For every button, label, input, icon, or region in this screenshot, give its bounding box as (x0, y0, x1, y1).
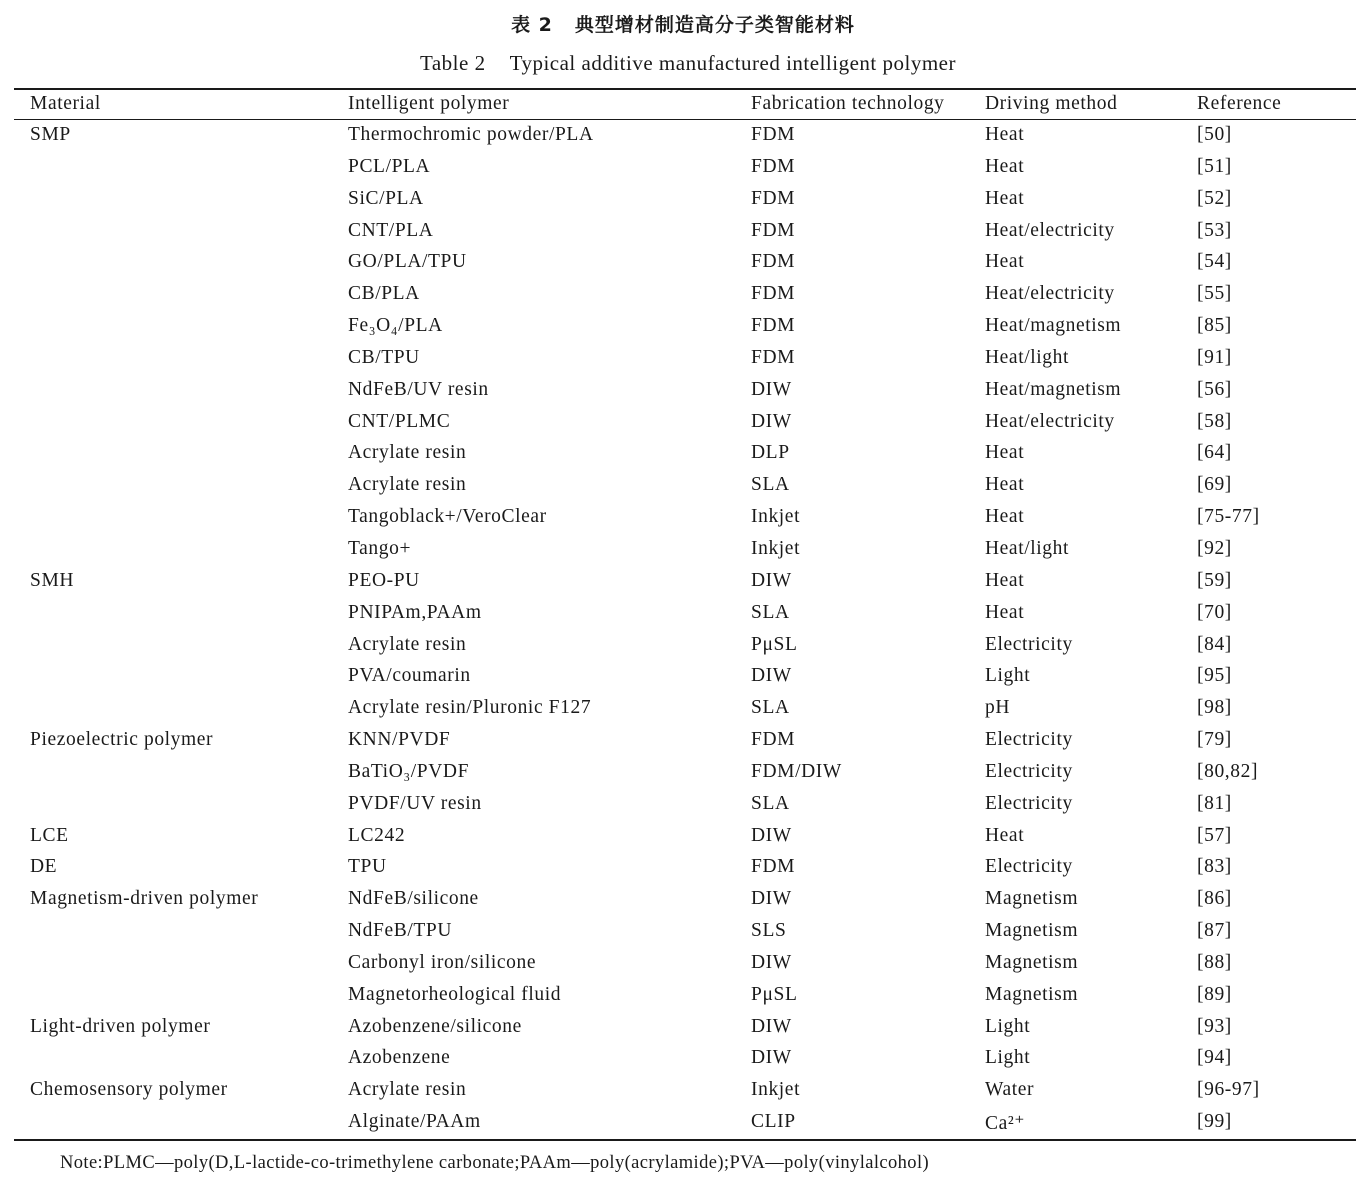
cell-driving-method: Magnetism (985, 983, 1079, 1005)
cell-fabrication-technology: DIW (751, 824, 792, 846)
cell-fabrication-technology: Inkjet (751, 1079, 801, 1101)
cell-material: Chemosensory polymer (30, 1079, 228, 1101)
cell-driving-method: Heat/magnetism (985, 315, 1122, 337)
cell-reference: [50] (1197, 124, 1232, 145)
cell-intelligent-polymer: Azobenzene (348, 1047, 451, 1069)
cell-driving-method: Heat (985, 474, 1025, 496)
caption-en-label: Table 2 (420, 51, 486, 75)
table-row (0, 884, 1366, 916)
cell-driving-method: Heat (985, 124, 1025, 145)
table-row (0, 184, 1366, 216)
cell-driving-method: Electricity (985, 729, 1073, 751)
table-row (0, 470, 1366, 502)
cell-reference: [51] (1197, 155, 1232, 177)
table-row (0, 630, 1366, 662)
table-row (0, 1075, 1366, 1107)
cell-reference: [96-97] (1197, 1079, 1260, 1101)
cell-fabrication-technology: DIW (751, 888, 792, 910)
cell-reference: [91] (1197, 346, 1232, 368)
cell-intelligent-polymer: Magnetorheological fluid (348, 983, 562, 1005)
table-caption-english (0, 51, 1366, 76)
cell-intelligent-polymer: CNT/PLMC (348, 410, 451, 432)
cell-driving-method: Heat/electricity (985, 219, 1115, 241)
cell-driving-method: Magnetism (985, 951, 1079, 973)
cell-intelligent-polymer: CB/PLA (348, 283, 420, 305)
cell-intelligent-polymer: Acrylate resin/Pluronic F127 (348, 697, 592, 719)
cell-fabrication-technology: DLP (751, 442, 790, 464)
cell-intelligent-polymer: KNN/PVDF (348, 729, 451, 751)
cell-material: LCE (30, 824, 69, 846)
table-row (0, 247, 1366, 279)
cell-intelligent-polymer: NdFeB/TPU (348, 920, 452, 942)
cell-fabrication-technology: DIW (751, 951, 792, 973)
table-row (0, 343, 1366, 375)
cell-reference: [59] (1197, 569, 1232, 591)
cell-intelligent-polymer: PVA/coumarin (348, 665, 471, 687)
cell-driving-method: Heat (985, 569, 1025, 591)
cell-intelligent-polymer: SiC/PLA (348, 187, 424, 209)
cell-fabrication-technology: DIW (751, 1015, 792, 1037)
cell-material: Magnetism-driven polymer (30, 888, 259, 910)
cell-fabrication-technology: FDM (751, 155, 796, 177)
cell-driving-method: Electricity (985, 792, 1073, 814)
cell-reference: [79] (1197, 729, 1232, 751)
table-row (0, 120, 1366, 152)
cell-intelligent-polymer: Thermochromic powder/PLA (348, 124, 594, 145)
cell-fabrication-technology: DIW (751, 569, 792, 591)
table-row (0, 566, 1366, 598)
table-row (0, 1043, 1366, 1075)
cell-fabrication-technology: FDM (751, 346, 796, 368)
cell-intelligent-polymer: Acrylate resin (348, 442, 467, 464)
caption-cn-label: 表 2 (511, 14, 553, 36)
header-driving-method: Driving method (985, 93, 1118, 114)
cell-intelligent-polymer: BaTiO₃/PVDF (348, 760, 470, 782)
table-row (0, 152, 1366, 184)
cell-reference: [85] (1197, 315, 1232, 337)
cell-reference: [92] (1197, 537, 1232, 559)
table-row (0, 1107, 1366, 1139)
cell-driving-method: Water (985, 1079, 1035, 1101)
cell-fabrication-technology: FDM (751, 251, 796, 273)
cell-intelligent-polymer: PCL/PLA (348, 155, 431, 177)
cell-fabrication-technology: CLIP (751, 1111, 796, 1133)
cell-fabrication-technology: FDM (751, 124, 796, 145)
table-body (0, 120, 1366, 1139)
header-fabrication-technology: Fabrication technology (751, 93, 945, 114)
table-row (0, 375, 1366, 407)
cell-driving-method: Magnetism (985, 888, 1079, 910)
cell-intelligent-polymer: PVDF/UV resin (348, 792, 482, 814)
cell-reference: [64] (1197, 442, 1232, 464)
cell-intelligent-polymer: Tango+ (348, 537, 412, 559)
table-row (0, 502, 1366, 534)
cell-material: Light-driven polymer (30, 1015, 211, 1037)
cell-intelligent-polymer: Fe₃O₄/PLA (348, 315, 443, 337)
cell-reference: [56] (1197, 378, 1232, 400)
cell-intelligent-polymer: Carbonyl iron/silicone (348, 951, 537, 973)
cell-intelligent-polymer: Azobenzene/silicone (348, 1015, 522, 1037)
cell-reference: [75-77] (1197, 506, 1260, 528)
table-row (0, 661, 1366, 693)
cell-driving-method: Heat/electricity (985, 410, 1115, 432)
cell-reference: [53] (1197, 219, 1232, 241)
cell-material: DE (30, 856, 58, 878)
cell-reference: [52] (1197, 187, 1232, 209)
cell-driving-method: Heat (985, 251, 1025, 273)
table-row (0, 1012, 1366, 1044)
cell-driving-method: Magnetism (985, 920, 1079, 942)
cell-reference: [99] (1197, 1111, 1232, 1133)
cell-intelligent-polymer: PNIPAm,PAAm (348, 601, 482, 623)
table-row (0, 948, 1366, 980)
cell-fabrication-technology: SLA (751, 601, 790, 623)
cell-reference: [93] (1197, 1015, 1232, 1037)
table-row (0, 916, 1366, 948)
table-header-row (0, 89, 1366, 120)
table-row (0, 279, 1366, 311)
header-reference: Reference (1197, 93, 1282, 114)
cell-fabrication-technology: PμSL (751, 633, 798, 655)
cell-material: SMH (30, 569, 75, 591)
cell-intelligent-polymer: CB/TPU (348, 346, 420, 368)
cell-intelligent-polymer: Tangoblack+/VeroClear (348, 506, 547, 528)
table-row (0, 438, 1366, 470)
cell-intelligent-polymer: Acrylate resin (348, 1079, 467, 1101)
cell-intelligent-polymer: Alginate/PAAm (348, 1111, 481, 1133)
cell-driving-method: Heat/light (985, 346, 1069, 368)
table-row (0, 598, 1366, 630)
cell-fabrication-technology: SLA (751, 792, 790, 814)
cell-fabrication-technology: DIW (751, 410, 792, 432)
caption-en-text: Typical additive manufactured intelligent polymer (509, 51, 956, 75)
cell-fabrication-technology: FDM (751, 219, 796, 241)
table-bottom-rule (14, 1139, 1356, 1141)
cell-driving-method: pH (985, 697, 1011, 719)
cell-reference: [94] (1197, 1047, 1232, 1069)
table-row (0, 789, 1366, 821)
cell-reference: [89] (1197, 983, 1232, 1005)
cell-fabrication-technology: DIW (751, 1047, 792, 1069)
cell-reference: [57] (1197, 824, 1232, 846)
table-row (0, 693, 1366, 725)
cell-driving-method: Electricity (985, 760, 1073, 782)
cell-reference: [69] (1197, 474, 1232, 496)
table-row (0, 725, 1366, 757)
cell-intelligent-polymer: Acrylate resin (348, 474, 467, 496)
table-row (0, 821, 1366, 853)
cell-fabrication-technology: FDM (751, 187, 796, 209)
cell-intelligent-polymer: TPU (348, 856, 387, 878)
cell-fabrication-technology: Inkjet (751, 537, 801, 559)
cell-intelligent-polymer: CNT/PLA (348, 219, 434, 241)
cell-fabrication-technology: FDM/DIW (751, 760, 842, 782)
caption-cn-text: 典型增材制造高分子类智能材料 (574, 14, 855, 36)
cell-material: SMP (30, 124, 71, 145)
cell-intelligent-polymer: PEO-PU (348, 569, 420, 591)
table-row (0, 407, 1366, 439)
table-row (0, 311, 1366, 343)
table-row (0, 216, 1366, 248)
header-intelligent-polymer: Intelligent polymer (348, 93, 510, 114)
cell-fabrication-technology: SLA (751, 697, 790, 719)
data-table (0, 89, 1366, 1135)
cell-reference: [70] (1197, 601, 1232, 623)
cell-driving-method: Heat (985, 155, 1025, 177)
table-row (0, 852, 1366, 884)
cell-fabrication-technology: FDM (751, 283, 796, 305)
header-material: Material (30, 93, 101, 114)
cell-driving-method: Electricity (985, 633, 1073, 655)
cell-intelligent-polymer: NdFeB/silicone (348, 888, 479, 910)
cell-reference: [95] (1197, 665, 1232, 687)
cell-reference: [87] (1197, 920, 1232, 942)
cell-reference: [80,82] (1197, 760, 1259, 782)
cell-driving-method: Heat (985, 506, 1025, 528)
cell-reference: [83] (1197, 856, 1232, 878)
cell-intelligent-polymer: LC242 (348, 824, 406, 846)
cell-driving-method: Light (985, 1047, 1031, 1069)
cell-reference: [84] (1197, 633, 1232, 655)
cell-intelligent-polymer: Acrylate resin (348, 633, 467, 655)
cell-driving-method: Light (985, 1015, 1031, 1037)
cell-fabrication-technology: FDM (751, 856, 796, 878)
table-note: Note:PLMC—poly(D,L-lactide-co-trimethylene carbonate;PAAm—poly(acrylamide);PVA—poly(vinylalcohol) (60, 1153, 930, 1173)
cell-fabrication-technology: FDM (751, 315, 796, 337)
cell-driving-method: Heat (985, 442, 1025, 464)
cell-reference: [86] (1197, 888, 1232, 910)
cell-intelligent-polymer: NdFeB/UV resin (348, 378, 489, 400)
cell-driving-method: Ca²⁺ (985, 1113, 1026, 1135)
cell-fabrication-technology: FDM (751, 729, 796, 751)
cell-driving-method: Heat (985, 824, 1025, 846)
cell-fabrication-technology: SLS (751, 920, 787, 942)
cell-material: Piezoelectric polymer (30, 729, 214, 751)
cell-driving-method: Heat (985, 601, 1025, 623)
cell-reference: [88] (1197, 951, 1232, 973)
table-caption-chinese (0, 10, 1366, 37)
cell-reference: [98] (1197, 697, 1232, 719)
cell-intelligent-polymer: GO/PLA/TPU (348, 251, 467, 273)
table-row (0, 980, 1366, 1012)
cell-fabrication-technology: Inkjet (751, 506, 801, 528)
cell-fabrication-technology: SLA (751, 474, 790, 496)
cell-driving-method: Heat/light (985, 537, 1069, 559)
cell-reference: [54] (1197, 251, 1232, 273)
cell-fabrication-technology: PμSL (751, 983, 798, 1005)
cell-reference: [58] (1197, 410, 1232, 432)
table-row (0, 757, 1366, 789)
cell-fabrication-technology: DIW (751, 665, 792, 687)
table-row (0, 534, 1366, 566)
cell-reference: [81] (1197, 792, 1232, 814)
cell-driving-method: Heat/magnetism (985, 378, 1122, 400)
cell-driving-method: Light (985, 665, 1031, 687)
cell-driving-method: Electricity (985, 856, 1073, 878)
cell-fabrication-technology: DIW (751, 378, 792, 400)
cell-reference: [55] (1197, 283, 1232, 305)
cell-driving-method: Heat/electricity (985, 283, 1115, 305)
cell-driving-method: Heat (985, 187, 1025, 209)
